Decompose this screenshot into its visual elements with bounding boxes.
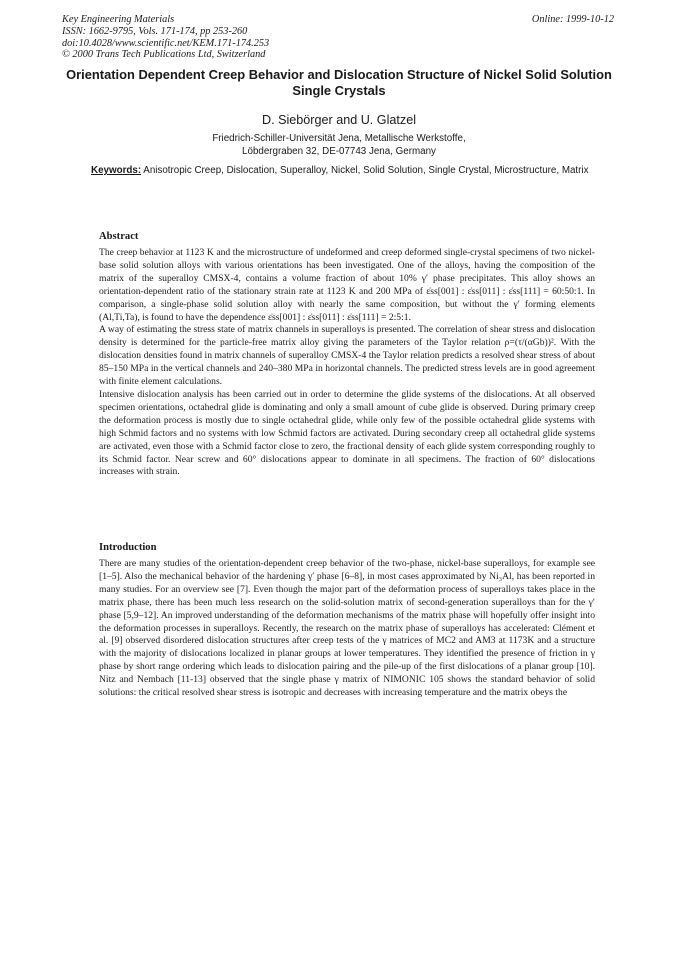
keywords <box>91 165 595 177</box>
abstract-section <box>99 230 595 479</box>
keywords-label: Keywords: <box>91 165 142 176</box>
doi-line: doi:10.4028/www.scientific.net/KEM.171-174.253 <box>62 37 270 49</box>
paper-title: Orientation Dependent Creep Behavior and Dislocation Structure of Nickel Solid Solution Single Crystals <box>66 67 612 98</box>
issn-line: ISSN: 1662-9795, Vols. 171-174, pp 253-260 <box>62 25 248 37</box>
online-date: Online: 1999-10-12 <box>531 14 614 25</box>
journal-name: Key Engineering Materials <box>62 14 175 25</box>
affiliation-line: Friedrich-Schiller-Universität Jena, Metallische Werkstoffe, <box>212 133 466 144</box>
section-heading: Abstract <box>99 231 139 242</box>
journal-header <box>62 14 614 61</box>
affiliation <box>60 133 618 158</box>
paper-authors: D. Siebörger and U. Glatzel <box>262 113 416 127</box>
paragraph: A way of estimating the stress state of matrix channels in superalloys is presented. The correlation of shear stress and dislocation density is determined for the particle-free matrix alloy giving the parameters of the Taylor relation ρ=(τ/(αGb))². With the dislocation densities found in matrix channels of superalloy CMSX-4 the Taylor relation predicts a resolved shear stress of about 85–150 MPa in the vertical channels and 240–380 MPa in horizontal channels. The predicted stress levels are in good agreement with finite element calculations. <box>99 324 595 388</box>
paragraph: There are many studies of the orientation-dependent creep behavior of the two-phase, nickel-base superalloys, for example see [1–5]. Also the mechanical behavior of the hardening γ′ phase [6–8], in most cases approximated by Ni₃Al, has been reported in many studies. For an overview see [7]. Even though the major part of the deformation process of superalloys takes place in the matrix phase, there has been much less research on the solid-solution matrix of second-generation superalloys than for the γ′ phase [5,9–12]. An improved understanding of the deformation mechanisms of the matrix phase will hopefully offer insight into the deformation processes in superalloys. Recently, the research on the matrix phase of superalloys has accelerated: Clément et al. [9] observed disordered dislocation structures after creep tests of the γ matrices of MC2 and AM3 at 1173K and a structure with the majority of dislocations localized in planar groups at lower temperatures. They identified the presence of friction in γ phase by short range ordering which leads to dislocation pairing and the pile-up of the first dislocations of a planar group [10]. Nitz and Nembach [11-13] observed that the single phase γ matrix of NIMONIC 105 shows the standard behavior of solid solutions: the critical resolved shear stress is isotropic and decreases with increasing temperature and the matrix obeys the <box>99 558 595 699</box>
copyright-line: © 2000 Trans Tech Publications Ltd, Switzerland <box>62 49 266 61</box>
introduction-section <box>99 541 595 700</box>
affiliation-line: Löbdergraben 32, DE-07743 Jena, Germany <box>242 145 436 157</box>
keywords-text: Anisotropic Creep, Dislocation, Superalloy, Nickel, Solid Solution, Single Crystal, Microstructure, Matrix <box>143 165 589 176</box>
paragraph: Intensive dislocation analysis has been carried out in order to determine the glide systems of the dislocations. At all observed specimen orientations, octahedral glide is dominating and only a small amount of cube glide is observed. During primary creep the deformation process is mostly due to single octahedral glide, while only few of the possible octahedral glide systems with high Schmid factors and no systems with low Schmid factors are activated. During secondary creep all octahedral glide systems are activated, even those with a Schmid factor close to zero, the fractional density of each glide system corresponding roughly to its Schmid factor. Near screw and 60° dislocations appear to dominate in all specimens. The fraction of 60° dislocations increases with strain. <box>99 388 595 478</box>
section-heading: Introduction <box>99 542 157 553</box>
paragraph: The creep behavior at 1123 K and the microstructure of undeformed and creep deformed single-crystal specimens of two nickel-base solid solution alloys with various orientations has been investigated. One of the alloys, having the composition of the matrix of the superalloy CMSX-4, contains a volume fraction of about 10% γ′ phase precipitates. This alloy shows an orientation-dependent ratio of the stationary strain rate at 1123 K and 200 MPa of ε̇ss[001] : ε̇ss[011] : ε̇ss[111] = 60:50:1. In comparison, a single-phase solid solution alloy with nearly the same composition, but without the γ′ forming elements (Al,Ti,Ta), is found to have the dependence ε̇ss[001] : ε̇ss[011] : ε̇ss[111] = 2:5:1. <box>99 247 595 323</box>
